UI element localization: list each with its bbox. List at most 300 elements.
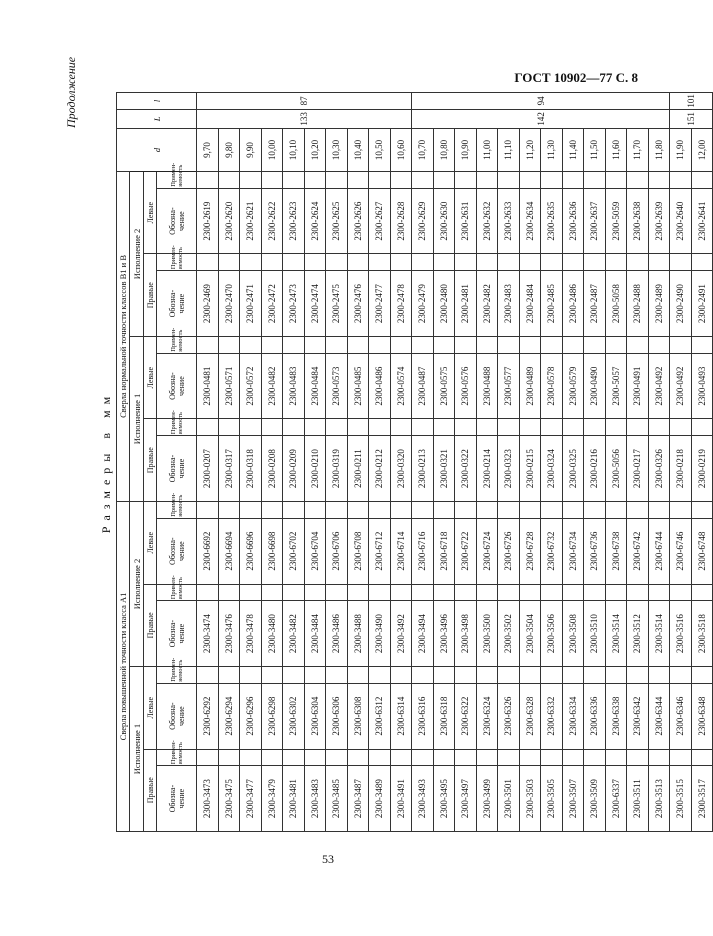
designation-cell: 2300-6716 [412, 518, 434, 584]
designation-cell: 2300-0216 [584, 436, 606, 502]
designation-cell: 2300-2471 [240, 271, 262, 337]
designation-cell: 2300-2621 [240, 188, 262, 254]
designation-cell: 2300-0317 [218, 436, 240, 502]
applicability-cell [648, 336, 670, 353]
applicability-cell [283, 419, 305, 436]
header-col-L: L [117, 109, 197, 128]
designation-cell: 2300-6336 [584, 683, 606, 749]
applicability-cell [218, 336, 240, 353]
continuation-label: Продолжение [64, 56, 78, 128]
header-applicability: Примен- яемость [157, 584, 197, 601]
applicability-cell [476, 667, 498, 684]
header-designation: Обозна- чение [157, 271, 197, 337]
designation-cell: 2300-0484 [304, 353, 326, 419]
length-l-cell: 94 [412, 93, 670, 110]
designation-cell: 2300-0576 [455, 353, 477, 419]
designation-cell: 2300-3511 [627, 766, 649, 832]
designation-cell: 2300-6337 [605, 766, 627, 832]
applicability-cell [304, 336, 326, 353]
applicability-cell [498, 584, 520, 601]
designation-cell: 2300-6346 [670, 683, 692, 749]
applicability-cell [347, 419, 369, 436]
table-row [304, 93, 326, 832]
designation-cell: 2300-3484 [304, 601, 326, 667]
header-right: Правые [144, 584, 157, 666]
designation-cell: 2300-0318 [240, 436, 262, 502]
applicability-cell [240, 749, 262, 766]
header-designation: Обозна- чение [157, 353, 197, 419]
designation-cell: 2300-2637 [584, 188, 606, 254]
applicability-cell [283, 749, 305, 766]
designation-cell: 2300-3507 [562, 766, 584, 832]
applicability-cell [240, 584, 262, 601]
table-row [562, 93, 584, 832]
designation-cell: 2300-6706 [326, 518, 348, 584]
applicability-cell [433, 584, 455, 601]
designation-cell: 2300-3498 [455, 601, 477, 667]
diameter-cell: 9,80 [218, 128, 240, 171]
designation-cell: 2300-0572 [240, 353, 262, 419]
applicability-cell [605, 667, 627, 684]
designation-cell: 2300-6696 [240, 518, 262, 584]
designation-cell: 2300-6714 [390, 518, 412, 584]
applicability-cell [670, 419, 692, 436]
designation-cell: 2300-3476 [218, 601, 240, 667]
designation-cell: 2300-2632 [476, 188, 498, 254]
applicability-cell [670, 667, 692, 684]
designation-cell: 2300-2620 [218, 188, 240, 254]
applicability-cell [390, 171, 412, 188]
designation-cell: 2300-3494 [412, 601, 434, 667]
applicability-cell [605, 501, 627, 518]
table-row [261, 93, 283, 832]
applicability-cell [347, 749, 369, 766]
designation-cell: 2300-6328 [519, 683, 541, 749]
diameter-cell: 10,20 [304, 128, 326, 171]
applicability-cell [562, 667, 584, 684]
designation-cell: 2300-6334 [562, 683, 584, 749]
applicability-cell [369, 171, 391, 188]
length-l-cell: 87 [197, 93, 412, 110]
designation-cell: 2300-2470 [218, 271, 240, 337]
designation-cell: 2300-6302 [283, 683, 305, 749]
header-designation: Обозна- чение [157, 766, 197, 832]
designation-cell: 2300-6744 [648, 518, 670, 584]
designation-cell: 2300-6332 [541, 683, 563, 749]
designation-cell: 2300-0578 [541, 353, 563, 419]
applicability-cell [455, 501, 477, 518]
designation-cell: 2300-6734 [562, 518, 584, 584]
designation-cell: 2300-0211 [347, 436, 369, 502]
applicability-cell [390, 336, 412, 353]
applicability-cell [627, 254, 649, 271]
table-row [390, 93, 412, 832]
table-title: Размеры в мм [99, 390, 113, 534]
header-isp2: Исполнение 2 [130, 171, 144, 336]
applicability-cell [326, 584, 348, 601]
applicability-cell [218, 667, 240, 684]
applicability-cell [519, 749, 541, 766]
designation-cell: 2300-2624 [304, 188, 326, 254]
applicability-cell [670, 254, 692, 271]
designation-cell: 2300-3474 [197, 601, 219, 667]
applicability-cell [197, 419, 219, 436]
designation-cell: 2300-6322 [455, 683, 477, 749]
applicability-cell [197, 749, 219, 766]
designation-cell: 2300-6298 [261, 683, 283, 749]
designation-cell: 2300-6742 [627, 518, 649, 584]
designation-cell: 2300-6318 [433, 683, 455, 749]
header-class-a1: Сверла повышенной точности класса А1 [117, 501, 130, 831]
applicability-cell [541, 749, 563, 766]
applicability-cell [476, 419, 498, 436]
designation-cell: 2300-2473 [283, 271, 305, 337]
designation-cell: 2300-3477 [240, 766, 262, 832]
diameter-cell: 10,30 [326, 128, 348, 171]
length-L-cell: 151 [670, 109, 713, 128]
applicability-cell [240, 171, 262, 188]
applicability-cell [476, 501, 498, 518]
drill-table [116, 92, 713, 832]
applicability-cell [541, 336, 563, 353]
applicability-cell [347, 254, 369, 271]
applicability-cell [283, 254, 305, 271]
table-row [627, 93, 649, 832]
header-col-d: d [117, 128, 197, 171]
header-class-b: Сверла нормальной точности классов В1 и В [117, 171, 130, 501]
applicability-cell [304, 254, 326, 271]
designation-cell: 2300-3501 [498, 766, 520, 832]
applicability-cell [691, 336, 713, 353]
applicability-cell [648, 749, 670, 766]
designation-cell: 2300-0493 [691, 353, 713, 419]
applicability-cell [562, 501, 584, 518]
designation-cell: 2300-3518 [691, 601, 713, 667]
applicability-cell [412, 667, 434, 684]
applicability-cell [691, 171, 713, 188]
designation-cell: 2300-0492 [670, 353, 692, 419]
applicability-cell [627, 667, 649, 684]
designation-cell: 2300-2627 [369, 188, 391, 254]
applicability-cell [584, 336, 606, 353]
applicability-cell [562, 171, 584, 188]
applicability-cell [519, 254, 541, 271]
designation-cell: 2300-2476 [347, 271, 369, 337]
applicability-cell [670, 171, 692, 188]
designation-cell: 2300-6348 [691, 683, 713, 749]
applicability-cell [627, 584, 649, 601]
applicability-cell [197, 584, 219, 601]
designation-cell: 2300-6314 [390, 683, 412, 749]
applicability-cell [584, 501, 606, 518]
applicability-cell [562, 254, 584, 271]
applicability-cell [326, 254, 348, 271]
diameter-cell: 11,30 [541, 128, 563, 171]
table-row [326, 93, 348, 832]
applicability-cell [390, 419, 412, 436]
applicability-cell [455, 584, 477, 601]
designation-cell: 2300-0213 [412, 436, 434, 502]
applicability-cell [541, 254, 563, 271]
header-col-l: l [117, 93, 197, 110]
applicability-cell [691, 749, 713, 766]
applicability-cell [498, 667, 520, 684]
applicability-cell [197, 171, 219, 188]
applicability-cell [326, 171, 348, 188]
table-row [455, 93, 477, 832]
applicability-cell [691, 667, 713, 684]
document-header: ГОСТ 10902—77 С. 8 [514, 70, 638, 85]
designation-cell: 2300-0208 [261, 436, 283, 502]
designation-cell: 2300-0212 [369, 436, 391, 502]
designation-cell: 2300-6324 [476, 683, 498, 749]
applicability-cell [218, 749, 240, 766]
designation-cell: 2300-6736 [584, 518, 606, 584]
designation-cell: 2300-3495 [433, 766, 455, 832]
applicability-cell [433, 254, 455, 271]
applicability-cell [218, 419, 240, 436]
header-applicability: Примен- яемость [157, 749, 197, 766]
applicability-cell [519, 667, 541, 684]
table-row [347, 93, 369, 832]
applicability-cell [412, 254, 434, 271]
designation-cell: 2300-6304 [304, 683, 326, 749]
applicability-cell [412, 749, 434, 766]
designation-cell: 2300-3488 [347, 601, 369, 667]
applicability-cell [541, 171, 563, 188]
applicability-cell [390, 501, 412, 518]
applicability-cell [433, 667, 455, 684]
designation-cell: 2300-3493 [412, 766, 434, 832]
designation-cell: 2300-3513 [648, 766, 670, 832]
designation-cell: 2300-3504 [519, 601, 541, 667]
applicability-cell [218, 501, 240, 518]
applicability-cell [390, 254, 412, 271]
designation-cell: 2300-2628 [390, 188, 412, 254]
header-applicability: Примен- яемость [157, 501, 197, 518]
designation-cell: 2300-3503 [519, 766, 541, 832]
designation-cell: 2300-2491 [691, 271, 713, 337]
diameter-cell: 11,50 [584, 128, 606, 171]
table-row [197, 93, 219, 832]
designation-cell: 2300-0320 [390, 436, 412, 502]
length-L-cell: 142 [412, 109, 670, 128]
applicability-cell [605, 749, 627, 766]
designation-cell: 2300-3499 [476, 766, 498, 832]
applicability-cell [304, 171, 326, 188]
applicability-cell [584, 171, 606, 188]
designation-cell: 2300-0574 [390, 353, 412, 419]
designation-cell: 2300-0324 [541, 436, 563, 502]
applicability-cell [261, 584, 283, 601]
applicability-cell [648, 254, 670, 271]
designation-cell: 2300-3514 [648, 601, 670, 667]
header-applicability: Примен- яемость [157, 171, 197, 188]
applicability-cell [283, 501, 305, 518]
designation-cell: 2300-3481 [283, 766, 305, 832]
designation-cell: 2300-3489 [369, 766, 391, 832]
designation-cell: 2300-0218 [670, 436, 692, 502]
diameter-cell: 11,70 [627, 128, 649, 171]
table-row [433, 93, 455, 832]
applicability-cell [261, 171, 283, 188]
applicability-cell [261, 501, 283, 518]
applicability-cell [261, 667, 283, 684]
header-designation: Обозна- чение [157, 601, 197, 667]
designation-cell: 2300-0487 [412, 353, 434, 419]
diameter-cell: 11,20 [519, 128, 541, 171]
applicability-cell [648, 667, 670, 684]
designation-cell: 2300-3479 [261, 766, 283, 832]
designation-cell: 2300-2480 [433, 271, 455, 337]
applicability-cell [455, 254, 477, 271]
header-isp2: Исполнение 2 [130, 501, 144, 666]
applicability-cell [476, 171, 498, 188]
designation-cell: 2300-6722 [455, 518, 477, 584]
applicability-cell [670, 501, 692, 518]
designation-cell: 2300-2636 [562, 188, 584, 254]
designation-cell: 2300-3516 [670, 601, 692, 667]
applicability-cell [369, 667, 391, 684]
applicability-cell [369, 336, 391, 353]
applicability-cell [498, 501, 520, 518]
applicability-cell [455, 336, 477, 353]
applicability-cell [519, 419, 541, 436]
applicability-cell [433, 336, 455, 353]
diameter-cell: 11,10 [498, 128, 520, 171]
designation-cell: 2300-6704 [304, 518, 326, 584]
designation-cell: 2300-6726 [498, 518, 520, 584]
designation-cell: 2300-6708 [347, 518, 369, 584]
designation-cell: 2300-3502 [498, 601, 520, 667]
applicability-cell [240, 501, 262, 518]
applicability-cell [240, 419, 262, 436]
designation-cell: 2300-2639 [648, 188, 670, 254]
rotated-table-sheet [96, 92, 707, 832]
applicability-cell [240, 667, 262, 684]
applicability-cell [455, 749, 477, 766]
table-row [605, 93, 627, 832]
designation-cell: 2300-0571 [218, 353, 240, 419]
applicability-cell [218, 584, 240, 601]
diameter-cell: 9,90 [240, 128, 262, 171]
designation-cell: 2300-2489 [648, 271, 670, 337]
designation-cell: 2300-6724 [476, 518, 498, 584]
applicability-cell [433, 749, 455, 766]
applicability-cell [412, 336, 434, 353]
designation-cell: 2300-0319 [326, 436, 348, 502]
designation-cell: 2300-6326 [498, 683, 520, 749]
designation-cell: 2300-0489 [519, 353, 541, 419]
designation-cell: 2300-3482 [283, 601, 305, 667]
designation-cell: 2300-0483 [283, 353, 305, 419]
designation-cell: 2300-2629 [412, 188, 434, 254]
designation-cell: 2300-0579 [562, 353, 584, 419]
applicability-cell [390, 667, 412, 684]
header-designation: Обозна- чение [157, 518, 197, 584]
designation-cell: 2300-2638 [627, 188, 649, 254]
designation-cell: 2300-6748 [691, 518, 713, 584]
designation-cell: 2300-2485 [541, 271, 563, 337]
designation-cell: 2300-3515 [670, 766, 692, 832]
designation-cell: 2300-3485 [326, 766, 348, 832]
designation-cell: 2300-3510 [584, 601, 606, 667]
designation-cell: 2300-6344 [648, 683, 670, 749]
designation-cell: 2300-3497 [455, 766, 477, 832]
designation-cell: 2300-2479 [412, 271, 434, 337]
designation-cell: 2300-6712 [369, 518, 391, 584]
applicability-cell [240, 254, 262, 271]
designation-cell: 2300-0481 [197, 353, 219, 419]
table-row [476, 93, 498, 832]
applicability-cell [261, 749, 283, 766]
designation-cell: 2300-2482 [476, 271, 498, 337]
designation-cell: 2300-2486 [562, 271, 584, 337]
applicability-cell [326, 501, 348, 518]
designation-cell: 2300-2626 [347, 188, 369, 254]
table-row [519, 93, 541, 832]
diameter-cell: 10,00 [261, 128, 283, 171]
applicability-cell [691, 419, 713, 436]
designation-cell: 2300-2488 [627, 271, 649, 337]
designation-cell: 2300-2635 [541, 188, 563, 254]
applicability-cell [261, 419, 283, 436]
applicability-cell [261, 254, 283, 271]
designation-cell: 2300-2634 [519, 188, 541, 254]
designation-cell: 2300-0482 [261, 353, 283, 419]
applicability-cell [605, 254, 627, 271]
applicability-cell [326, 667, 348, 684]
table-row [648, 93, 670, 832]
designation-cell: 2300-2484 [519, 271, 541, 337]
applicability-cell [562, 336, 584, 353]
designation-cell: 2300-0321 [433, 436, 455, 502]
designation-cell: 2300-6698 [261, 518, 283, 584]
designation-cell: 2300-0214 [476, 436, 498, 502]
designation-cell: 2300-0486 [369, 353, 391, 419]
applicability-cell [369, 584, 391, 601]
designation-cell: 2300-6746 [670, 518, 692, 584]
applicability-cell [476, 254, 498, 271]
applicability-cell [627, 171, 649, 188]
applicability-cell [261, 336, 283, 353]
designation-cell: 2300-0573 [326, 353, 348, 419]
diameter-cell: 10,40 [347, 128, 369, 171]
header-left: Левые [144, 336, 157, 418]
designation-cell: 2300-0207 [197, 436, 219, 502]
designation-cell: 2300-2472 [261, 271, 283, 337]
applicability-cell [627, 749, 649, 766]
applicability-cell [218, 171, 240, 188]
designation-cell: 2300-2475 [326, 271, 348, 337]
designation-cell: 2300-5058 [605, 271, 627, 337]
applicability-cell [283, 171, 305, 188]
applicability-cell [605, 171, 627, 188]
designation-cell: 2300-2623 [283, 188, 305, 254]
designation-cell: 2300-3514 [605, 601, 627, 667]
header-applicability: Примен- яемость [157, 419, 197, 436]
designation-cell: 2300-6342 [627, 683, 649, 749]
designation-cell: 2300-3512 [627, 601, 649, 667]
applicability-cell [412, 584, 434, 601]
table-row [498, 93, 520, 832]
designation-cell: 2300-0209 [283, 436, 305, 502]
designation-cell: 2300-2474 [304, 271, 326, 337]
applicability-cell [433, 171, 455, 188]
designation-cell: 2300-0485 [347, 353, 369, 419]
designation-cell: 2300-6732 [541, 518, 563, 584]
designation-cell: 2300-3496 [433, 601, 455, 667]
